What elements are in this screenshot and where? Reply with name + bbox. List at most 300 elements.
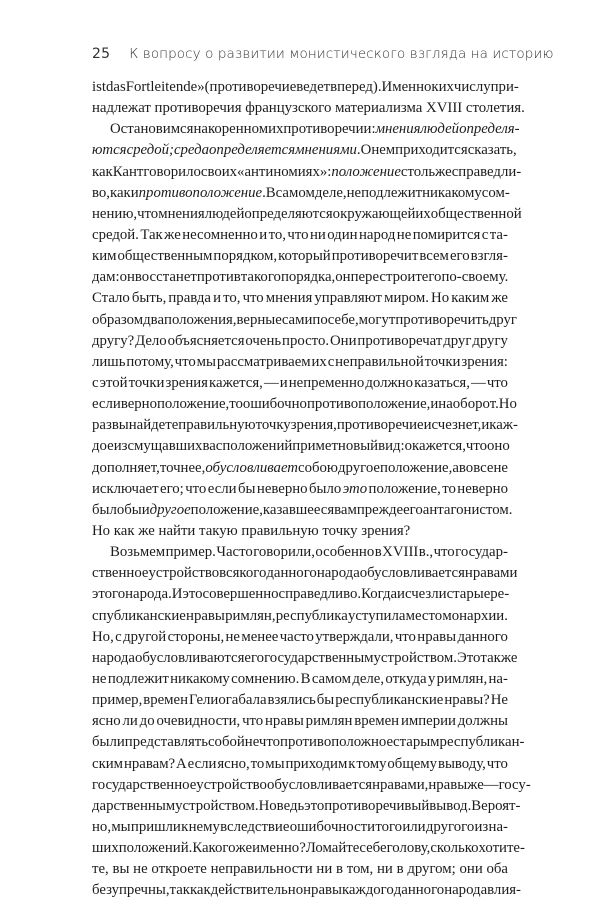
word: Какого bbox=[192, 840, 236, 857]
word: окружающей bbox=[332, 205, 416, 222]
word: данного bbox=[457, 628, 508, 645]
word: до bbox=[139, 713, 155, 730]
word: в., bbox=[418, 544, 434, 561]
text-line bbox=[92, 584, 508, 605]
word: положение bbox=[331, 163, 401, 180]
word: точку bbox=[255, 417, 291, 434]
word: Но bbox=[92, 522, 111, 539]
word: народа bbox=[316, 565, 360, 582]
word: такую bbox=[199, 522, 238, 539]
word: Но bbox=[258, 797, 277, 814]
word: откроете bbox=[151, 861, 207, 878]
word: римлян bbox=[305, 713, 353, 730]
word: справедливо. bbox=[278, 586, 362, 603]
word: людей bbox=[204, 205, 245, 222]
word: что bbox=[486, 755, 508, 772]
word: антагонистом. bbox=[422, 501, 513, 518]
word: материализма bbox=[335, 100, 423, 117]
word: ни bbox=[309, 226, 326, 243]
word: управляют bbox=[314, 290, 382, 307]
text-line bbox=[92, 225, 508, 246]
word: же bbox=[235, 840, 253, 857]
word: пришли bbox=[130, 818, 181, 835]
word: Но, bbox=[92, 628, 114, 645]
word: госу- bbox=[498, 776, 531, 793]
word: ни bbox=[376, 861, 393, 878]
word: оба bbox=[486, 861, 508, 878]
word: противоположение. bbox=[138, 184, 266, 201]
word: собой bbox=[207, 734, 245, 751]
word: вывод. bbox=[429, 797, 472, 814]
text-line bbox=[92, 331, 508, 352]
word: Но bbox=[431, 290, 450, 307]
word: монархии. bbox=[442, 607, 508, 624]
word: потому, bbox=[126, 353, 174, 370]
word: и bbox=[141, 501, 150, 518]
word: Дело bbox=[135, 332, 167, 349]
page-number: 25 bbox=[92, 46, 111, 62]
word: по-своему. bbox=[441, 269, 509, 286]
word: В bbox=[265, 184, 276, 201]
word: ведь bbox=[276, 797, 305, 814]
word: республика bbox=[275, 607, 348, 624]
word: каким bbox=[451, 290, 490, 307]
word: числу bbox=[453, 79, 491, 95]
word: быть, bbox=[131, 290, 167, 307]
word: по bbox=[312, 311, 328, 328]
word: надлежат bbox=[92, 100, 151, 117]
word: нравы? bbox=[444, 692, 490, 709]
text-line bbox=[92, 98, 525, 119]
word: из bbox=[474, 818, 489, 835]
word: перестроит bbox=[350, 269, 422, 286]
word: зрения? bbox=[361, 522, 411, 539]
word: же bbox=[435, 163, 452, 180]
word: нравами bbox=[464, 565, 518, 582]
word: положение, bbox=[157, 396, 230, 413]
word: к bbox=[348, 755, 356, 772]
word: с bbox=[115, 628, 122, 645]
word: его; bbox=[160, 480, 184, 497]
word: исключает bbox=[92, 480, 159, 497]
text-line bbox=[92, 648, 518, 669]
word: А bbox=[176, 755, 187, 772]
word: но, bbox=[92, 818, 112, 835]
word: помирится bbox=[412, 226, 481, 243]
word: Гелиогабала bbox=[189, 692, 267, 709]
word: вовсе bbox=[458, 459, 494, 476]
word: что bbox=[465, 438, 488, 455]
word: было bbox=[309, 480, 342, 497]
word: Стало bbox=[92, 290, 130, 307]
word: государственным bbox=[264, 649, 374, 666]
word: кажется, bbox=[209, 374, 263, 391]
word: Не bbox=[490, 692, 508, 709]
word: общественной bbox=[430, 205, 522, 222]
word: обусловливается bbox=[359, 565, 465, 582]
word: тому bbox=[356, 755, 387, 772]
word: его bbox=[244, 649, 265, 666]
word: определяется bbox=[209, 142, 296, 159]
word: и bbox=[259, 226, 268, 243]
word: римлян, bbox=[436, 670, 488, 687]
word: их bbox=[415, 205, 431, 222]
word: противоречии: bbox=[283, 121, 376, 138]
word: стороны, bbox=[167, 628, 225, 645]
word: пример, bbox=[92, 692, 143, 709]
word: народ bbox=[358, 226, 396, 243]
word: времен bbox=[354, 713, 400, 730]
word: из bbox=[113, 438, 128, 455]
word: старые bbox=[446, 586, 491, 603]
word: должны bbox=[457, 713, 508, 730]
word: нечто bbox=[244, 734, 281, 751]
word: никакому bbox=[422, 184, 482, 201]
word: его bbox=[449, 248, 470, 265]
word: во, bbox=[92, 184, 110, 201]
text-line bbox=[92, 77, 519, 98]
word: другое bbox=[338, 459, 380, 476]
text-line bbox=[92, 542, 508, 563]
text-line bbox=[92, 775, 531, 796]
word: Когда bbox=[361, 586, 398, 603]
word: образом bbox=[92, 311, 144, 328]
word: XVIII bbox=[426, 100, 463, 117]
word: обусловливаются bbox=[134, 649, 245, 666]
word: «антиномиях»: bbox=[237, 163, 332, 180]
word: что bbox=[287, 226, 309, 243]
word: порядка, bbox=[280, 269, 336, 286]
word: положение, bbox=[190, 501, 263, 518]
word: Кант bbox=[112, 163, 144, 180]
word: нравам? bbox=[123, 755, 176, 772]
word: что bbox=[242, 290, 264, 307]
word: В bbox=[300, 670, 311, 687]
word: непременно bbox=[288, 374, 365, 391]
word: сколько bbox=[430, 840, 479, 857]
word: устройство bbox=[196, 776, 267, 793]
word: или bbox=[402, 818, 426, 835]
word: ни bbox=[316, 861, 333, 878]
word: бы bbox=[316, 692, 335, 709]
word: прежде bbox=[356, 501, 404, 518]
word: дополняет, bbox=[92, 459, 160, 476]
word: спубликанские bbox=[92, 607, 186, 624]
word: правильную bbox=[178, 417, 256, 434]
word: наоборот. bbox=[438, 396, 499, 413]
word: он bbox=[335, 269, 351, 286]
word: в bbox=[374, 544, 382, 561]
word: народа bbox=[92, 649, 135, 666]
word: нем bbox=[371, 142, 396, 159]
word: как bbox=[92, 163, 113, 180]
word: противоречить bbox=[395, 311, 489, 328]
word: и bbox=[430, 396, 439, 413]
word: республикан- bbox=[439, 734, 525, 751]
word: мнения bbox=[158, 205, 205, 222]
word: также bbox=[480, 649, 518, 666]
text-line bbox=[92, 204, 522, 225]
word: — bbox=[470, 374, 486, 391]
word: нравы bbox=[265, 713, 304, 730]
word: мнениями. bbox=[295, 142, 361, 159]
word: всем bbox=[419, 248, 449, 265]
word: коренном bbox=[207, 121, 269, 138]
word: сказать, bbox=[467, 142, 517, 159]
word: противоречивый bbox=[324, 797, 430, 814]
word: казавшееся bbox=[262, 501, 335, 518]
word: это bbox=[182, 586, 203, 603]
word: при- bbox=[490, 79, 519, 95]
word: нравами, bbox=[372, 776, 429, 793]
word: людей bbox=[420, 121, 460, 138]
word: они bbox=[459, 861, 483, 878]
word: данного bbox=[393, 882, 445, 899]
word: место bbox=[405, 607, 443, 624]
text-line bbox=[92, 796, 521, 817]
word: обусловливается bbox=[266, 776, 373, 793]
word: часто bbox=[279, 628, 314, 645]
word: приходится bbox=[395, 142, 468, 159]
word: положений. bbox=[118, 840, 193, 857]
word: самом bbox=[275, 184, 315, 201]
text-line bbox=[92, 246, 508, 267]
word: на- bbox=[488, 670, 508, 687]
word: его bbox=[403, 501, 423, 518]
word: другое bbox=[149, 501, 191, 518]
word: окажется, bbox=[404, 438, 466, 455]
word: рассматриваем bbox=[216, 353, 311, 370]
text-line bbox=[92, 436, 508, 457]
word: нравы bbox=[428, 776, 468, 793]
word: нему bbox=[188, 818, 220, 835]
word: уступила bbox=[347, 607, 406, 624]
word: государственное bbox=[92, 776, 197, 793]
word: хотите- bbox=[478, 840, 525, 857]
text-line bbox=[92, 119, 520, 140]
word: что bbox=[185, 480, 207, 497]
word: себе bbox=[359, 840, 387, 857]
word: утверждали, bbox=[315, 628, 394, 645]
word: мы bbox=[265, 755, 285, 772]
text-line bbox=[92, 859, 508, 880]
word: выводу, bbox=[437, 755, 486, 772]
word: особенно bbox=[315, 544, 375, 561]
word: ли bbox=[122, 713, 138, 730]
word: два bbox=[143, 311, 165, 328]
text-line bbox=[92, 627, 508, 648]
word: Возьмем bbox=[110, 544, 166, 561]
word: точнее, bbox=[159, 459, 206, 476]
word: Они bbox=[329, 332, 357, 349]
word: мы bbox=[111, 818, 131, 835]
word: ются bbox=[92, 142, 127, 159]
word: деле, bbox=[314, 184, 347, 201]
text-line bbox=[92, 288, 508, 309]
word: если bbox=[187, 755, 217, 772]
word: ясно, bbox=[217, 755, 250, 772]
word: их bbox=[268, 121, 284, 138]
word: положений bbox=[222, 438, 293, 455]
word: верно bbox=[120, 396, 157, 413]
word: должно bbox=[365, 374, 414, 391]
word: мы bbox=[196, 353, 216, 370]
word: и bbox=[130, 184, 139, 201]
word: это bbox=[304, 797, 325, 814]
word: справедли- bbox=[451, 163, 522, 180]
word: И bbox=[171, 586, 183, 603]
text-line bbox=[92, 267, 508, 288]
text-line bbox=[92, 183, 508, 204]
word: пример. bbox=[165, 544, 216, 561]
word: противоречат bbox=[357, 332, 443, 349]
body-text bbox=[92, 77, 531, 901]
word: империи bbox=[400, 713, 456, 730]
word: найдете bbox=[128, 417, 179, 434]
word: та- bbox=[489, 226, 508, 243]
word: положения, bbox=[164, 311, 237, 328]
word: себе, bbox=[327, 311, 359, 328]
word: никакому bbox=[170, 670, 230, 687]
word: ре- bbox=[490, 586, 510, 603]
word: О bbox=[360, 142, 372, 159]
word: именно? bbox=[252, 840, 306, 857]
word: как bbox=[113, 522, 135, 539]
word: каж- bbox=[489, 417, 518, 434]
word: столь bbox=[400, 163, 436, 180]
word: бы bbox=[124, 501, 142, 518]
word: что bbox=[394, 628, 416, 645]
text-line bbox=[92, 817, 508, 838]
word: нравы bbox=[186, 607, 225, 624]
word: друг bbox=[443, 332, 472, 349]
word: собою bbox=[298, 459, 338, 476]
word: нравы bbox=[417, 628, 457, 645]
text-line bbox=[92, 140, 517, 161]
word: противоречит bbox=[331, 248, 419, 265]
word: что bbox=[174, 353, 196, 370]
word: мнения bbox=[265, 290, 313, 307]
word: неверно bbox=[457, 480, 508, 497]
word: и bbox=[213, 290, 222, 307]
word: и bbox=[481, 417, 490, 434]
word: очень bbox=[245, 332, 282, 349]
word: положение, bbox=[368, 480, 441, 497]
word: в bbox=[396, 861, 404, 878]
word: несомненно bbox=[182, 226, 258, 243]
word: точки bbox=[424, 353, 461, 370]
word: Вероят- bbox=[471, 797, 521, 814]
word: неправильности bbox=[210, 861, 313, 878]
word: который bbox=[278, 248, 331, 265]
word: нравы bbox=[303, 882, 342, 899]
text-line bbox=[92, 394, 517, 415]
text-line bbox=[92, 310, 517, 331]
word: старым bbox=[393, 734, 440, 751]
word: народа bbox=[444, 882, 488, 899]
word: французского bbox=[245, 100, 332, 117]
word: не bbox=[493, 459, 508, 476]
word: если bbox=[207, 480, 237, 497]
word: с bbox=[327, 353, 335, 370]
word: что bbox=[433, 544, 455, 561]
word: римлян, bbox=[225, 607, 276, 624]
word: среда bbox=[173, 142, 210, 159]
word: самом bbox=[311, 670, 351, 687]
word: Часто bbox=[216, 544, 253, 561]
word: безупречны, bbox=[92, 882, 170, 899]
word: государ- bbox=[455, 544, 508, 561]
word: вам bbox=[334, 501, 357, 518]
word: определя- bbox=[459, 121, 520, 138]
word: своих bbox=[200, 163, 238, 180]
text-line bbox=[92, 690, 508, 711]
word: не bbox=[133, 861, 148, 878]
text-line bbox=[92, 711, 508, 732]
word: менее bbox=[241, 628, 279, 645]
word: Ломайте bbox=[305, 840, 360, 857]
word: этой bbox=[99, 374, 128, 391]
word: том, bbox=[346, 861, 374, 878]
word: другом; bbox=[407, 861, 456, 878]
word: же bbox=[491, 290, 508, 307]
word: к bbox=[431, 79, 439, 95]
word: что bbox=[137, 205, 159, 222]
word: их bbox=[438, 79, 454, 95]
word: точки bbox=[128, 374, 165, 391]
word: общему bbox=[387, 755, 438, 772]
word: времен bbox=[143, 692, 189, 709]
word: вас bbox=[202, 438, 223, 455]
word: сами bbox=[281, 311, 313, 328]
word: не bbox=[225, 628, 240, 645]
word: в bbox=[336, 861, 344, 878]
word: неверно bbox=[256, 480, 308, 497]
word: ist bbox=[92, 79, 106, 95]
word: против bbox=[196, 269, 241, 286]
word: неправильной bbox=[335, 353, 424, 370]
word: если bbox=[92, 396, 121, 413]
word: ошибочности bbox=[289, 818, 376, 835]
word: ясно bbox=[92, 713, 121, 730]
word: подлежит bbox=[361, 184, 423, 201]
word: противоречие bbox=[336, 417, 424, 434]
word: о bbox=[193, 163, 201, 180]
word: те, bbox=[92, 861, 109, 878]
word: средой; bbox=[126, 142, 174, 159]
word: ошибочно bbox=[242, 396, 307, 413]
word: с bbox=[92, 374, 99, 391]
word: миром. bbox=[384, 290, 429, 307]
word: такого bbox=[240, 269, 281, 286]
word: их bbox=[311, 353, 327, 370]
word: сом- bbox=[481, 184, 510, 201]
word: действительно bbox=[210, 882, 304, 899]
word: республиканские bbox=[335, 692, 444, 709]
word: другу? bbox=[92, 332, 135, 349]
word: порядком, bbox=[213, 248, 278, 265]
word: было bbox=[92, 501, 125, 518]
text-line bbox=[92, 732, 525, 753]
word: голову, bbox=[386, 840, 431, 857]
word: другой bbox=[123, 628, 167, 645]
word: не bbox=[346, 184, 362, 201]
word: с bbox=[481, 226, 489, 243]
word: дое bbox=[92, 438, 114, 455]
text-line bbox=[92, 162, 522, 183]
word: — bbox=[483, 776, 499, 793]
word: у bbox=[427, 670, 436, 687]
